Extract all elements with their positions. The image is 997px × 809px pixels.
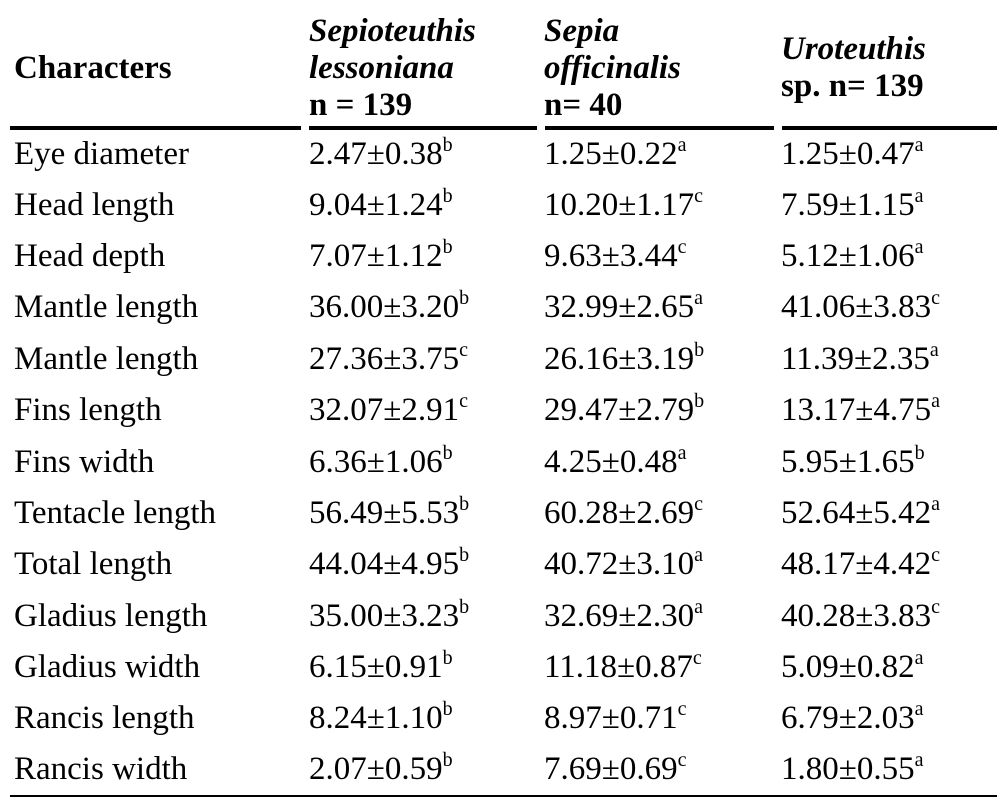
significance-letter: c [692,647,702,670]
significance-letter: b [459,287,470,310]
significance-letter: b [694,390,705,413]
value-cell-c3 [777,436,997,487]
header-rule-gap [537,125,545,133]
table-row [10,385,997,436]
value-cell-c2 [540,436,777,487]
value-cell-c2 [540,539,777,590]
value-cell-c3 [777,642,997,693]
table-row [10,488,997,539]
mean-sd-value: 1.80±0.55 [781,751,915,788]
mean-sd-value: 1.25±0.47 [781,136,915,173]
table-body [10,128,997,796]
table-row [10,745,997,796]
table-row [10,231,997,282]
value-cell-c1 [305,642,540,693]
significance-letter: b [914,441,925,464]
mean-sd-value: 40.28±3.83 [781,597,932,634]
value-cell-c3 [777,591,997,642]
mean-sd-value: 7.59±1.15 [781,186,915,223]
value-cell-c3 [777,282,997,333]
mean-sd-value: 26.16±3.19 [544,340,695,377]
header-characters-label: Characters [14,49,172,86]
row-label: Head length [14,186,175,223]
mean-sd-value: 35.00±3.23 [309,597,460,634]
mean-sd-value: 32.99±2.65 [544,289,695,326]
mean-sd-value: 40.72±3.10 [544,546,695,583]
mean-sd-value: 7.69±0.69 [544,751,678,788]
significance-letter: b [442,184,453,207]
value-cell-c2 [540,231,777,282]
mean-sd-value: 32.07±2.91 [309,392,460,429]
significance-letter: a [914,647,924,670]
row-label: Tentacle length [14,494,217,531]
value-cell-c2 [540,488,777,539]
row-label: Gladius length [14,597,208,634]
mean-sd-value: 32.69±2.30 [544,597,695,634]
significance-letter: b [442,235,453,258]
table-row [10,179,997,230]
value-cell-c3 [777,128,997,179]
significance-letter: a [914,749,924,772]
value-cell-c1 [305,539,540,590]
row-label: Fins length [14,392,162,429]
mean-sd-value: 2.07±0.59 [309,751,443,788]
significance-letter: a [677,134,687,157]
significance-letter: b [442,134,453,157]
significance-letter: c [677,235,687,258]
value-cell-c2 [540,642,777,693]
significance-letter: a [694,595,704,618]
significance-letter: b [442,698,453,721]
mean-sd-value: 60.28±2.69 [544,494,695,531]
mean-sd-value: 2.47±0.38 [309,136,443,173]
value-cell-c2 [540,179,777,230]
value-cell-c2 [540,385,777,436]
value-cell-c1 [305,179,540,230]
significance-letter: b [442,441,453,464]
significance-letter: a [914,134,924,157]
table-row [10,282,997,333]
significance-letter: b [459,595,470,618]
row-label: Rancis width [10,745,305,796]
mean-sd-value: 5.95±1.65 [781,443,915,480]
value-cell-c3 [777,179,997,230]
mean-sd-value: 5.12±1.06 [781,237,915,274]
header-sepia [540,0,777,128]
significance-letter: b [459,492,470,515]
header-row [10,0,997,128]
value-cell-c1 [305,385,540,436]
significance-letter: b [442,647,453,670]
significance-letter: a [914,698,924,721]
significance-letter: c [677,749,687,772]
header-characters [10,0,305,128]
mean-sd-value: 27.36±3.75 [309,340,460,377]
mean-sd-value: 7.07±1.12 [309,237,443,274]
mean-sd-value: 11.18±0.87 [544,649,693,686]
significance-letter: a [931,390,941,413]
significance-letter: c [931,595,941,618]
significance-letter: a [931,492,941,515]
mean-sd-value: 56.49±5.53 [309,494,460,531]
table-row [10,539,997,590]
value-cell-c1 [305,693,540,744]
value-cell-c2 [540,282,777,333]
header-sepioteuthis [305,0,540,128]
significance-letter: a [914,235,924,258]
mean-sd-value: 8.24±1.10 [309,700,443,737]
mean-sd-value: 11.39±2.35 [781,340,930,377]
mean-sd-value: 8.97±0.71 [544,700,678,737]
header-rule-gap [301,125,309,133]
header-uroteuthis-genus: Uroteuthis [781,31,926,67]
value-cell-c3 [777,693,997,744]
significance-letter: c [677,698,687,721]
header-rule-gap [774,125,782,133]
value-cell-c1 [305,282,540,333]
significance-letter: a [677,441,687,464]
header-sepioteuthis-species: lessoniana [309,50,454,86]
mean-sd-value: 6.15±0.91 [309,649,443,686]
value-cell-c3 [777,488,997,539]
mean-sd-value: 44.04±4.95 [309,546,460,583]
value-cell-c3 [777,539,997,590]
value-cell-c2 [540,591,777,642]
mean-sd-value: 36.00±3.20 [309,289,460,326]
value-cell-c2 [540,128,777,179]
table-row [10,128,997,179]
row-label: Mantle length [14,289,199,326]
mean-sd-value: 4.25±0.48 [544,443,678,480]
significance-letter: b [442,749,453,772]
row-label: Head depth [14,237,166,274]
row-label: Mantle length [14,340,199,377]
value-cell-c1 [305,436,540,487]
value-cell-c3 [777,385,997,436]
significance-letter: c [931,287,941,310]
value-cell-c3 [777,231,997,282]
header-sepioteuthis-genus: Sepioteuthis [309,13,476,49]
value-cell-c1 [305,128,540,179]
header-uroteuthis-n: sp. n= 139 [781,68,924,104]
mean-sd-value: 10.20±1.17 [544,186,695,223]
table-row [10,642,997,693]
table-header [10,0,997,128]
significance-letter: c [459,338,469,361]
value-cell-c1 [305,745,540,796]
significance-letter: a [914,184,924,207]
value-cell-c1 [305,231,540,282]
mean-sd-value: 52.64±5.42 [781,494,932,531]
table-row [10,693,997,744]
header-sepia-n: n= 40 [544,87,623,123]
mean-sd-value: 41.06±3.83 [781,289,932,326]
mean-sd-value: 48.17±4.42 [781,546,932,583]
row-label: Gladius width [14,649,201,686]
mean-sd-value: 9.04±1.24 [309,186,443,223]
row-label: Total length [14,546,173,583]
value-cell-c3 [777,334,997,385]
header-sepia-genus: Sepia [544,13,620,49]
row-label: Eye diameter [14,136,189,173]
significance-letter: b [694,338,705,361]
measurements-table-container [10,0,997,797]
row-label: Fins width [14,443,155,480]
header-sepioteuthis-n: n = 139 [309,87,413,123]
mean-sd-value: 5.09±0.82 [781,649,915,686]
value-cell-c2 [540,334,777,385]
significance-letter: c [459,390,469,413]
significance-letter: a [694,287,704,310]
mean-sd-value: 29.47±2.79 [544,392,695,429]
value-cell-c1 [305,488,540,539]
measurements-table [10,0,997,797]
significance-letter: c [694,184,704,207]
value-cell-c2 [540,693,777,744]
value-cell-c2 [540,745,777,796]
header-uroteuthis [777,0,997,128]
table-row [10,436,997,487]
mean-sd-value: 1.25±0.22 [544,136,678,173]
header-sepia-species: officinalis [544,50,681,86]
mean-sd-value: 6.36±1.06 [309,443,443,480]
row-label: Rancis length [14,700,195,737]
mean-sd-value: 13.17±4.75 [781,392,932,429]
table-row [10,334,997,385]
significance-letter: c [931,544,941,567]
mean-sd-value: 6.79±2.03 [781,700,915,737]
significance-letter: a [694,544,704,567]
value-cell-c3 [777,745,997,796]
mean-sd-value: 9.63±3.44 [544,237,678,274]
significance-letter: b [459,544,470,567]
value-cell-c1 [305,591,540,642]
significance-letter: c [694,492,704,515]
table-row [10,591,997,642]
significance-letter: a [929,338,939,361]
value-cell-c1 [305,334,540,385]
